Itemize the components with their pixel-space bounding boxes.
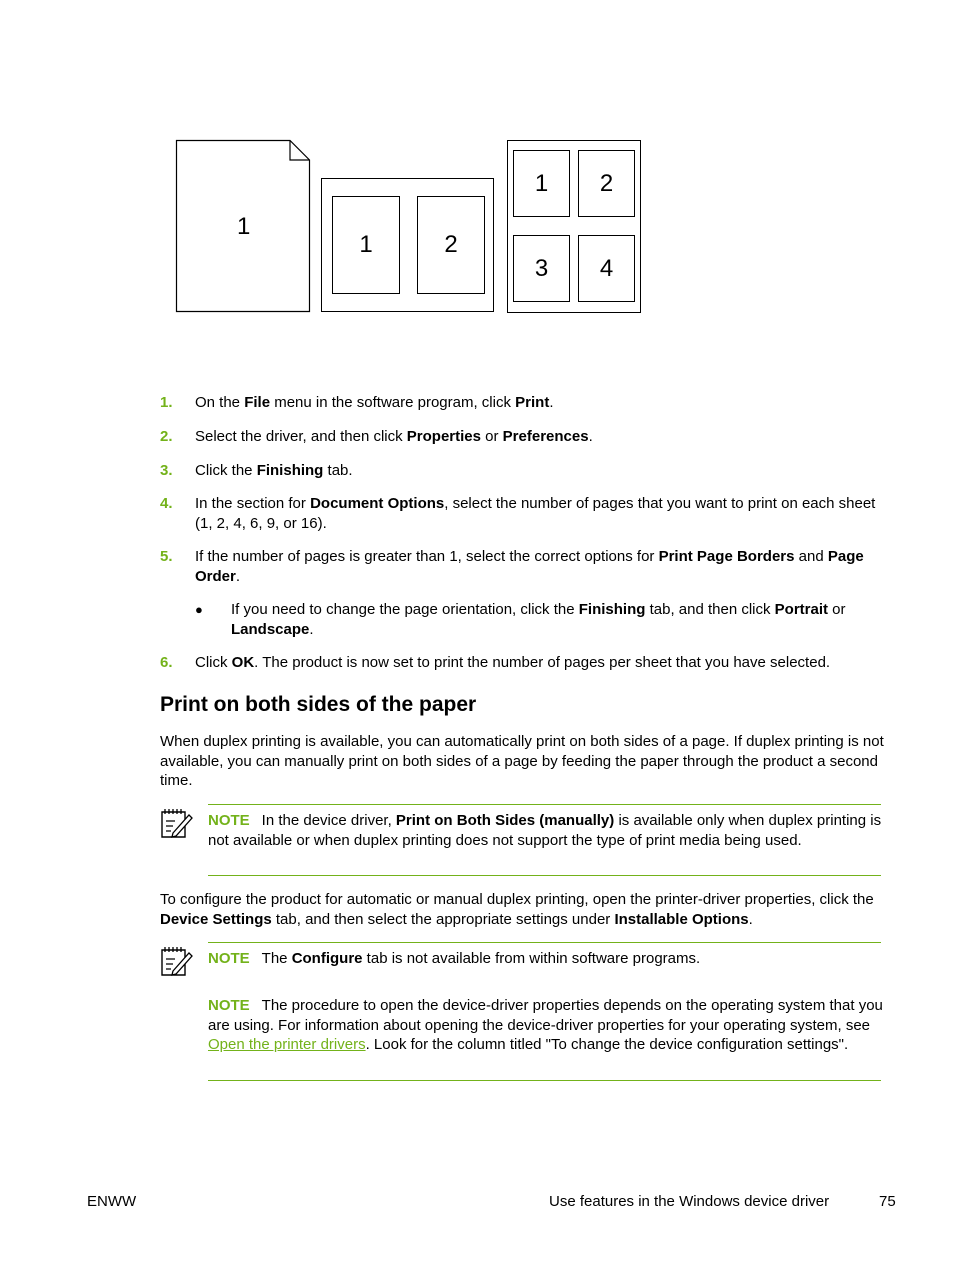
cross-reference-link[interactable]: Open the printer drivers xyxy=(208,1036,366,1053)
step-5 xyxy=(160,547,885,586)
note-text: The procedure to open the device-driver properties depends on the operating system that you are using. For information about opening the device-driver properties for your operating system, see Open the printer drivers. Look for the column titled "To change the device configuration settings". xyxy=(208,997,883,1053)
step-number: 3. xyxy=(160,462,173,479)
bold-term: Installable Options xyxy=(614,910,749,928)
four-up-page-2: 2 xyxy=(578,150,635,217)
note-pencil-icon xyxy=(159,806,193,840)
note-text: The Configure tab is not available from within software programs. xyxy=(261,950,701,967)
step-number: 1. xyxy=(160,394,173,411)
four-up-page-1: 1 xyxy=(513,150,570,217)
bold-term: Finishing xyxy=(578,601,646,618)
bold-term: Portrait xyxy=(774,601,829,618)
page-number: 75 xyxy=(879,1193,896,1210)
orientation-bullet xyxy=(195,600,885,639)
four-up-page-4: 4 xyxy=(578,235,635,302)
bold-term: Device Settings xyxy=(160,910,272,928)
two-up-page-2: 2 xyxy=(417,196,485,294)
note-rule-bottom xyxy=(208,875,881,876)
bold-term: Print xyxy=(515,394,550,411)
two-up-page-1: 1 xyxy=(332,196,400,294)
note-label: NOTE xyxy=(208,950,250,967)
four-up-page-3: 3 xyxy=(513,235,570,302)
footer-chapter-title: Use features in the Windows device driver xyxy=(549,1193,830,1210)
step-number: 4. xyxy=(160,495,173,512)
bold-term: Configure xyxy=(291,950,363,967)
note-manual-duplex xyxy=(208,811,884,850)
step-number: 2. xyxy=(160,428,173,445)
note-label: NOTE xyxy=(208,997,250,1014)
note-rule-bottom xyxy=(208,1080,881,1081)
four-up-sheet xyxy=(507,140,641,313)
bold-term: OK xyxy=(231,654,255,671)
step-text: In the section for Document Options, select the number of pages that you want to print on each sheet (1, 2, 4, 6, 9, or 16). xyxy=(195,495,876,532)
step-4 xyxy=(160,494,885,533)
note-driver-properties xyxy=(208,996,884,1055)
step-text: If the number of pages is greater than 1, select the correct options for Print Page Borders and Page Order. xyxy=(195,548,864,585)
note-label: NOTE xyxy=(208,812,250,829)
step-number: 5. xyxy=(160,548,173,565)
bold-term: Page Order xyxy=(195,548,864,585)
step-text: Select the driver, and then click Properties or Preferences. xyxy=(195,428,593,445)
note-rule-top xyxy=(208,804,881,805)
step-2 xyxy=(160,427,885,447)
note-rule-top xyxy=(208,942,881,943)
configure-paragraph: To configure the product for automatic or manual duplex printing, open the printer-driver properties, click the Device Settings tab, and then select the appropriate settings under Installable Options. xyxy=(160,891,874,928)
step-text: Click OK. The product is now set to print the number of pages per sheet that you have selected. xyxy=(195,654,831,671)
bullet-text: If you need to change the page orientation, click the Finishing tab, and then click Portrait or Landscape. xyxy=(231,601,846,638)
bold-term: Properties xyxy=(406,428,481,445)
footer-left: ENWW xyxy=(87,1193,137,1210)
bold-term: Preferences xyxy=(502,428,589,445)
note-pencil-icon xyxy=(159,944,193,978)
bold-term: File xyxy=(244,394,271,411)
bold-term: Print on Both Sides (manually) xyxy=(395,812,615,829)
two-up-sheet xyxy=(321,178,494,312)
step-number: 6. xyxy=(160,654,173,671)
note-configure-tab xyxy=(208,949,884,969)
step-text: Click the Finishing tab. xyxy=(195,462,353,479)
bold-term: Print Page Borders xyxy=(658,548,795,565)
step-6 xyxy=(160,653,885,673)
duplex-intro-paragraph: When duplex printing is available, you can automatically print on both sides of a page. If duplex printing is not available, you can manually print on both sides of a page by feeding the paper through the product a second time. xyxy=(160,733,884,789)
bold-term: Document Options xyxy=(310,495,445,512)
step-1 xyxy=(160,393,885,413)
note-text: In the device driver, Print on Both Sides (manually) is available only when duplex printing is not available or when duplex printing does not support the type of print media being used. xyxy=(208,812,882,849)
one-up-number: 1 xyxy=(237,213,251,240)
bold-term: Landscape xyxy=(231,620,310,638)
step-3 xyxy=(160,461,885,481)
step-text: On the File menu in the software program, click Print. xyxy=(195,394,554,411)
bold-term: Finishing xyxy=(256,462,324,479)
section-title: Print on both sides of the paper xyxy=(160,693,477,716)
bullet-dot: ● xyxy=(195,602,203,617)
